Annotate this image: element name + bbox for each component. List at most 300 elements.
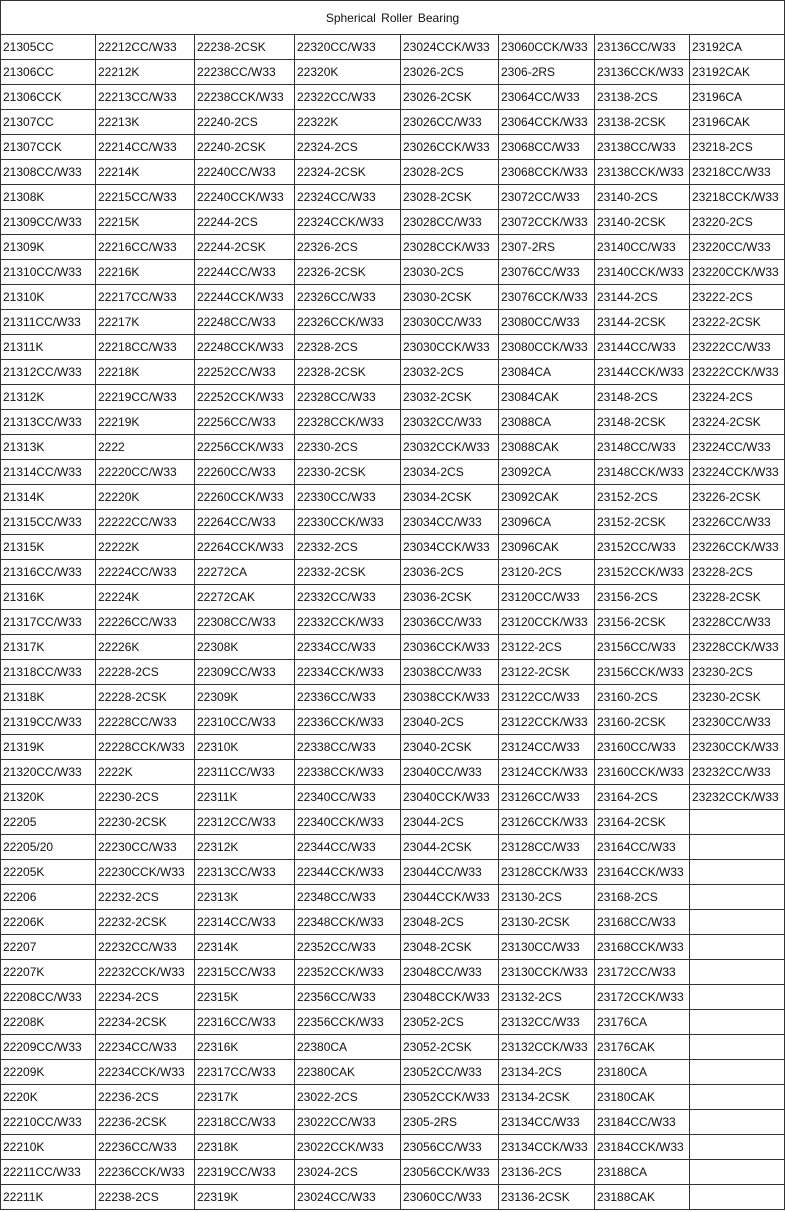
part-number-cell: 23072CC/W33 [499, 185, 595, 210]
part-number-cell: 22336CCK/W33 [295, 710, 401, 735]
table-row [1, 160, 785, 185]
part-number-cell: 23028CCK/W33 [401, 235, 499, 260]
part-number-cell: 23224-2CSK [690, 410, 785, 435]
part-number-cell: 23132CCK/W33 [499, 1035, 595, 1060]
part-number-cell: 23028-2CSK [401, 185, 499, 210]
part-number-cell: 21313CC/W33 [1, 410, 96, 435]
part-number-cell: 23218CC/W33 [690, 160, 785, 185]
table-row [1, 1185, 785, 1210]
part-number-cell: 23052-2CS [401, 1010, 499, 1035]
part-number-cell: 21306CC [1, 60, 96, 85]
part-number-cell: 23030-2CSK [401, 285, 499, 310]
part-number-cell: 22310CC/W33 [195, 710, 295, 735]
part-number-cell: 23226-2CSK [690, 485, 785, 510]
part-number-cell: 22214CC/W33 [96, 135, 195, 160]
part-number-cell: 22212K [96, 60, 195, 85]
part-number-cell: 23228-2CSK [690, 585, 785, 610]
part-number-cell: 22232CCK/W33 [96, 960, 195, 985]
table-row [1, 1010, 785, 1035]
part-number-cell: 22324CCK/W33 [295, 210, 401, 235]
part-number-cell: 23152CCK/W33 [595, 560, 690, 585]
part-number-cell: 22244-2CS [195, 210, 295, 235]
part-number-cell: 22322CC/W33 [295, 85, 401, 110]
part-number-cell: 23172CC/W33 [595, 960, 690, 985]
part-number-cell: 22272CA [195, 560, 295, 585]
part-number-cell: 23226CCK/W33 [690, 535, 785, 560]
part-number-cell: 22224K [96, 585, 195, 610]
part-number-cell: 21317CC/W33 [1, 610, 96, 635]
part-number-cell: 22332-2CSK [295, 560, 401, 585]
part-number-cell: 22330CC/W33 [295, 485, 401, 510]
part-number-cell: 23036-2CS [401, 560, 499, 585]
part-number-cell: 22240CC/W33 [195, 160, 295, 185]
part-number-cell: 22328CC/W33 [295, 385, 401, 410]
table-row [1, 660, 785, 685]
part-number-cell: 22244CC/W33 [195, 260, 295, 285]
part-number-cell: 22240CCK/W33 [195, 185, 295, 210]
part-number-cell: 23156-2CSK [595, 610, 690, 635]
part-number-cell: 23034CC/W33 [401, 510, 499, 535]
part-number-cell: 23152-2CS [595, 485, 690, 510]
table-row [1, 210, 785, 235]
part-number-cell: 22311K [195, 785, 295, 810]
part-number-cell: 23048-2CSK [401, 935, 499, 960]
part-number-cell: 22232CC/W33 [96, 935, 195, 960]
part-number-cell: 23232CCK/W33 [690, 785, 785, 810]
part-number-cell: 23124CCK/W33 [499, 760, 595, 785]
part-number-cell: 23026CC/W33 [401, 110, 499, 135]
table-row [1, 1060, 785, 1085]
part-number-cell: 22238-2CS [96, 1185, 195, 1210]
part-number-cell: 23164CC/W33 [595, 835, 690, 860]
table-row [1, 235, 785, 260]
part-number-cell: 23160CC/W33 [595, 735, 690, 760]
part-number-cell: 21310CC/W33 [1, 260, 96, 285]
part-number-cell: 22252CC/W33 [195, 360, 295, 385]
part-number-cell: 22320CC/W33 [295, 35, 401, 60]
part-number-cell: 22314CC/W33 [195, 910, 295, 935]
part-number-cell: 23144-2CS [595, 285, 690, 310]
part-number-cell: 23126CC/W33 [499, 785, 595, 810]
part-number-cell: 23218CCK/W33 [690, 185, 785, 210]
part-number-cell: 23092CAK [499, 485, 595, 510]
part-number-cell: 23064CCK/W33 [499, 110, 595, 135]
table-row [1, 385, 785, 410]
part-number-cell: 23196CA [690, 85, 785, 110]
part-number-cell: 22205 [1, 810, 96, 835]
part-number-cell: 23036CC/W33 [401, 610, 499, 635]
part-number-cell: 23068CC/W33 [499, 135, 595, 160]
part-number-cell: 22324-2CS [295, 135, 401, 160]
part-number-cell: 23140CCK/W33 [595, 260, 690, 285]
part-number-cell: 23092CA [499, 460, 595, 485]
part-number-cell: 23034CCK/W33 [401, 535, 499, 560]
part-number-cell: 23128CC/W33 [499, 835, 595, 860]
part-number-cell: 22216K [96, 260, 195, 285]
part-number-cell: 22256CC/W33 [195, 410, 295, 435]
part-number-cell: 23136-2CS [499, 1160, 595, 1185]
part-number-cell: 22380CAK [295, 1060, 401, 1085]
table-row [1, 835, 785, 860]
part-number-cell: 23160-2CSK [595, 710, 690, 735]
part-number-cell: 23138-2CS [595, 85, 690, 110]
part-number-cell [690, 810, 785, 835]
part-number-cell: 22240-2CSK [195, 135, 295, 160]
part-number-cell: 23024-2CS [295, 1160, 401, 1185]
part-number-cell: 21313K [1, 435, 96, 460]
table-row [1, 635, 785, 660]
part-number-cell: 22213K [96, 110, 195, 135]
part-number-cell: 22217K [96, 310, 195, 335]
part-number-cell: 23168CCK/W33 [595, 935, 690, 960]
part-number-cell: 21311CC/W33 [1, 310, 96, 335]
part-number-cell: 22248CCK/W33 [195, 335, 295, 360]
part-number-cell: 23224-2CS [690, 385, 785, 410]
part-number-cell: 22334CCK/W33 [295, 660, 401, 685]
part-number-cell: 21317K [1, 635, 96, 660]
part-number-cell: 23044-2CSK [401, 835, 499, 860]
part-number-cell: 22207 [1, 935, 96, 960]
part-number-cell: 22228-2CSK [96, 685, 195, 710]
part-number-cell: 23124CC/W33 [499, 735, 595, 760]
part-number-cell: 23168-2CS [595, 885, 690, 910]
part-number-cell: 22356CCK/W33 [295, 1010, 401, 1035]
part-number-cell: 21310K [1, 285, 96, 310]
part-number-cell: 23176CAK [595, 1035, 690, 1060]
part-number-cell: 23136CC/W33 [595, 35, 690, 60]
part-number-cell: 22226K [96, 635, 195, 660]
part-number-cell: 21314CC/W33 [1, 460, 96, 485]
table-row [1, 360, 785, 385]
table-row [1, 410, 785, 435]
part-number-cell: 23160CCK/W33 [595, 760, 690, 785]
part-number-cell: 21312CC/W33 [1, 360, 96, 385]
part-number-cell: 22210K [1, 1135, 96, 1160]
part-number-cell: 22232-2CS [96, 885, 195, 910]
part-number-cell: 23032CCK/W33 [401, 435, 499, 460]
table-body [1, 35, 785, 1210]
part-number-cell: 22264CC/W33 [195, 510, 295, 535]
part-number-cell: 23220-2CS [690, 210, 785, 235]
part-number-cell: 22236-2CS [96, 1085, 195, 1110]
part-number-cell: 23030-2CS [401, 260, 499, 285]
part-number-cell: 22319K [195, 1185, 295, 1210]
table-row [1, 435, 785, 460]
part-number-cell: 22238CCK/W33 [195, 85, 295, 110]
part-number-cell: 22324-2CSK [295, 160, 401, 185]
table-row [1, 1035, 785, 1060]
part-number-cell: 23120-2CS [499, 560, 595, 585]
part-number-cell: 23044CCK/W33 [401, 885, 499, 910]
part-number-cell: 22352CC/W33 [295, 935, 401, 960]
part-number-cell: 22352CCK/W33 [295, 960, 401, 985]
part-number-cell: 23030CCK/W33 [401, 335, 499, 360]
part-number-cell [690, 960, 785, 985]
table-row [1, 960, 785, 985]
part-number-cell: 23232CC/W33 [690, 760, 785, 785]
part-number-cell: 22211CC/W33 [1, 1160, 96, 1185]
part-number-cell: 22230CCK/W33 [96, 860, 195, 885]
table-row [1, 985, 785, 1010]
part-number-cell: 22219CC/W33 [96, 385, 195, 410]
part-number-cell: 22348CC/W33 [295, 885, 401, 910]
part-number-cell: 22332CC/W33 [295, 585, 401, 610]
table-row [1, 35, 785, 60]
part-number-cell: 22309CC/W33 [195, 660, 295, 685]
part-number-cell: 23032-2CS [401, 360, 499, 385]
part-number-cell: 23222CC/W33 [690, 335, 785, 360]
part-number-cell: 23140CC/W33 [595, 235, 690, 260]
part-number-cell: 21307CC [1, 110, 96, 135]
part-number-cell: 21320K [1, 785, 96, 810]
part-number-cell: 22217CC/W33 [96, 285, 195, 310]
part-number-cell [690, 1010, 785, 1035]
part-number-cell: 22334CC/W33 [295, 635, 401, 660]
part-number-cell: 21309K [1, 235, 96, 260]
table-row [1, 535, 785, 560]
table-row [1, 485, 785, 510]
part-number-cell: 23140-2CSK [595, 210, 690, 235]
part-number-cell: 22215K [96, 210, 195, 235]
part-number-cell: 23156CC/W33 [595, 635, 690, 660]
part-number-cell: 21320CC/W33 [1, 760, 96, 785]
part-number-cell: 23134-2CSK [499, 1085, 595, 1110]
part-number-cell: 21308CC/W33 [1, 160, 96, 185]
part-number-cell: 23026-2CS [401, 60, 499, 85]
part-number-cell: 22340CC/W33 [295, 785, 401, 810]
part-number-cell: 23088CA [499, 410, 595, 435]
part-number-cell: 23120CC/W33 [499, 585, 595, 610]
part-number-cell: 22332-2CS [295, 535, 401, 560]
part-number-cell: 2222K [96, 760, 195, 785]
part-number-cell: 23144-2CSK [595, 310, 690, 335]
part-number-cell: 21319K [1, 735, 96, 760]
part-number-cell: 23126CCK/W33 [499, 810, 595, 835]
table-row [1, 735, 785, 760]
table-row [1, 910, 785, 935]
part-number-cell: 22317K [195, 1085, 295, 1110]
table-row [1, 935, 785, 960]
part-number-cell: 23156-2CS [595, 585, 690, 610]
table-row [1, 685, 785, 710]
part-number-cell: 22236-2CSK [96, 1110, 195, 1135]
part-number-cell: 23032-2CSK [401, 385, 499, 410]
part-number-cell: 23136-2CSK [499, 1185, 595, 1210]
part-number-cell: 23052CCK/W33 [401, 1085, 499, 1110]
part-number-cell: 23184CC/W33 [595, 1110, 690, 1135]
table-row [1, 885, 785, 910]
part-number-cell: 23144CCK/W33 [595, 360, 690, 385]
table-row [1, 810, 785, 835]
part-number-cell [690, 935, 785, 960]
table-row [1, 1085, 785, 1110]
part-number-cell: 21305CC [1, 35, 96, 60]
part-number-cell: 21314K [1, 485, 96, 510]
part-number-cell: 23056CCK/W33 [401, 1160, 499, 1185]
part-number-cell: 23052CC/W33 [401, 1060, 499, 1085]
part-number-cell: 22222K [96, 535, 195, 560]
part-number-cell: 23156CCK/W33 [595, 660, 690, 685]
part-number-cell: 22228-2CS [96, 660, 195, 685]
part-number-cell: 21306CCK [1, 85, 96, 110]
part-number-cell: 23138CC/W33 [595, 135, 690, 160]
part-number-cell: 23044CC/W33 [401, 860, 499, 885]
part-number-cell: 22208K [1, 1010, 96, 1035]
part-number-cell: 22215CC/W33 [96, 185, 195, 210]
part-number-cell: 23022-2CS [295, 1085, 401, 1110]
part-number-cell [690, 985, 785, 1010]
part-number-cell: 22216CC/W33 [96, 235, 195, 260]
part-number-cell [690, 1135, 785, 1160]
table-row [1, 185, 785, 210]
part-number-cell: 23132-2CS [499, 985, 595, 1010]
part-number-cell: 23164CCK/W33 [595, 860, 690, 885]
part-number-cell: 22205K [1, 860, 96, 885]
part-number-cell: 22264CCK/W33 [195, 535, 295, 560]
part-number-cell: 21309CC/W33 [1, 210, 96, 235]
part-number-cell: 23134CCK/W33 [499, 1135, 595, 1160]
part-number-cell: 22332CCK/W33 [295, 610, 401, 635]
part-number-cell: 22272CAK [195, 585, 295, 610]
part-number-cell: 22206K [1, 910, 96, 935]
part-number-cell: 22238-2CSK [195, 35, 295, 60]
table-row [1, 135, 785, 160]
part-number-cell: 23164-2CS [595, 785, 690, 810]
part-number-cell: 22316CC/W33 [195, 1010, 295, 1035]
part-number-cell: 23226CC/W33 [690, 510, 785, 535]
part-number-cell: 22316K [195, 1035, 295, 1060]
part-number-cell: 22260CC/W33 [195, 460, 295, 485]
part-number-cell: 22322K [295, 110, 401, 135]
part-number-cell: 23080CC/W33 [499, 310, 595, 335]
part-number-cell: 23144CC/W33 [595, 335, 690, 360]
part-number-cell: 23028CC/W33 [401, 210, 499, 235]
part-number-cell: 23218-2CS [690, 135, 785, 160]
part-number-cell: 22317CC/W33 [195, 1060, 295, 1085]
part-number-cell: 22315K [195, 985, 295, 1010]
part-number-cell: 22220CC/W33 [96, 460, 195, 485]
part-number-cell: 23120CCK/W33 [499, 610, 595, 635]
part-number-cell: 23168CC/W33 [595, 910, 690, 935]
part-number-cell: 22207K [1, 960, 96, 985]
table-row [1, 110, 785, 135]
part-number-cell: 21307CCK [1, 135, 96, 160]
part-number-cell: 22328-2CSK [295, 360, 401, 385]
part-number-cell: 22314K [195, 935, 295, 960]
part-number-cell: 23044-2CS [401, 810, 499, 835]
part-number-cell: 22211K [1, 1185, 96, 1210]
table-row [1, 460, 785, 485]
part-number-cell: 22308CC/W33 [195, 610, 295, 635]
part-number-cell: 22260CCK/W33 [195, 485, 295, 510]
part-number-cell: 23122CCK/W33 [499, 710, 595, 735]
part-number-cell: 23026CCK/W33 [401, 135, 499, 160]
part-number-cell: 22208CC/W33 [1, 985, 96, 1010]
part-number-cell: 23230CCK/W33 [690, 735, 785, 760]
part-number-cell: 22330-2CSK [295, 460, 401, 485]
part-number-cell: 23048CCK/W33 [401, 985, 499, 1010]
part-number-cell [690, 835, 785, 860]
part-number-cell: 22252CCK/W33 [195, 385, 295, 410]
part-number-cell: 23096CA [499, 510, 595, 535]
part-number-cell: 23152-2CSK [595, 510, 690, 535]
part-number-cell: 22312K [195, 835, 295, 860]
part-number-cell: 22210CC/W33 [1, 1110, 96, 1135]
part-number-cell: 23130CCK/W33 [499, 960, 595, 985]
part-number-cell: 23128CCK/W33 [499, 860, 595, 885]
part-number-cell: 23160-2CS [595, 685, 690, 710]
part-number-cell: 23088CAK [499, 435, 595, 460]
part-number-cell: 22220K [96, 485, 195, 510]
part-number-cell: 23072CCK/W33 [499, 210, 595, 235]
part-number-cell: 22312CC/W33 [195, 810, 295, 835]
part-number-cell: 23040-2CSK [401, 735, 499, 760]
part-number-cell: 23040CCK/W33 [401, 785, 499, 810]
part-number-cell: 22344CCK/W33 [295, 860, 401, 885]
part-number-cell: 22240-2CS [195, 110, 295, 135]
part-number-cell: 23076CCK/W33 [499, 285, 595, 310]
part-number-cell: 22230-2CSK [96, 810, 195, 835]
part-number-cell: 23230-2CSK [690, 685, 785, 710]
part-number-cell: 21318CC/W33 [1, 660, 96, 685]
part-number-cell: 22232-2CSK [96, 910, 195, 935]
part-number-cell: 23026-2CSK [401, 85, 499, 110]
part-number-cell: 23228CC/W33 [690, 610, 785, 635]
part-number-cell: 23224CCK/W33 [690, 460, 785, 485]
part-number-cell: 23122-2CSK [499, 660, 595, 685]
part-number-cell: 22248CC/W33 [195, 310, 295, 335]
part-number-cell: 22236CCK/W33 [96, 1160, 195, 1185]
part-number-cell: 22340CCK/W33 [295, 810, 401, 835]
part-number-cell: 22356CC/W33 [295, 985, 401, 1010]
part-number-cell: 22209K [1, 1060, 96, 1085]
table-row [1, 335, 785, 360]
table-row [1, 60, 785, 85]
table-title: Spherical Roller Bearing [1, 1, 785, 35]
part-number-cell [690, 1060, 785, 1085]
part-number-cell: 2220K [1, 1085, 96, 1110]
part-number-cell: 22236CC/W33 [96, 1135, 195, 1160]
part-number-cell: 22213CC/W33 [96, 85, 195, 110]
part-number-cell: 23068CCK/W33 [499, 160, 595, 185]
part-number-cell: 23080CCK/W33 [499, 335, 595, 360]
part-number-cell: 23188CA [595, 1160, 690, 1185]
part-number-cell: 23024CCK/W33 [401, 35, 499, 60]
part-number-cell: 23148CC/W33 [595, 435, 690, 460]
part-number-cell: 23192CAK [690, 60, 785, 85]
part-number-cell: 22320K [295, 60, 401, 85]
part-number-cell: 23076CC/W33 [499, 260, 595, 285]
part-number-cell: 23148-2CSK [595, 410, 690, 435]
part-number-cell: 22338CCK/W33 [295, 760, 401, 785]
part-number-cell [690, 1035, 785, 1060]
part-number-cell: 23224CC/W33 [690, 435, 785, 460]
part-number-cell: 23230-2CS [690, 660, 785, 685]
part-number-cell: 23230CC/W33 [690, 710, 785, 735]
part-number-cell: 22336CC/W33 [295, 685, 401, 710]
part-number-cell: 23064CC/W33 [499, 85, 595, 110]
part-number-cell: 23036CCK/W33 [401, 635, 499, 660]
part-number-cell: 22219K [96, 410, 195, 435]
part-number-cell: 23022CCK/W33 [295, 1135, 401, 1160]
part-number-cell: 22205/20 [1, 835, 96, 860]
part-number-cell: 22326-2CSK [295, 260, 401, 285]
part-number-cell: 23022CC/W33 [295, 1110, 401, 1135]
part-number-cell: 22330-2CS [295, 435, 401, 460]
part-number-cell: 23122-2CS [499, 635, 595, 660]
part-number-cell: 23134-2CS [499, 1060, 595, 1085]
table-row [1, 860, 785, 885]
